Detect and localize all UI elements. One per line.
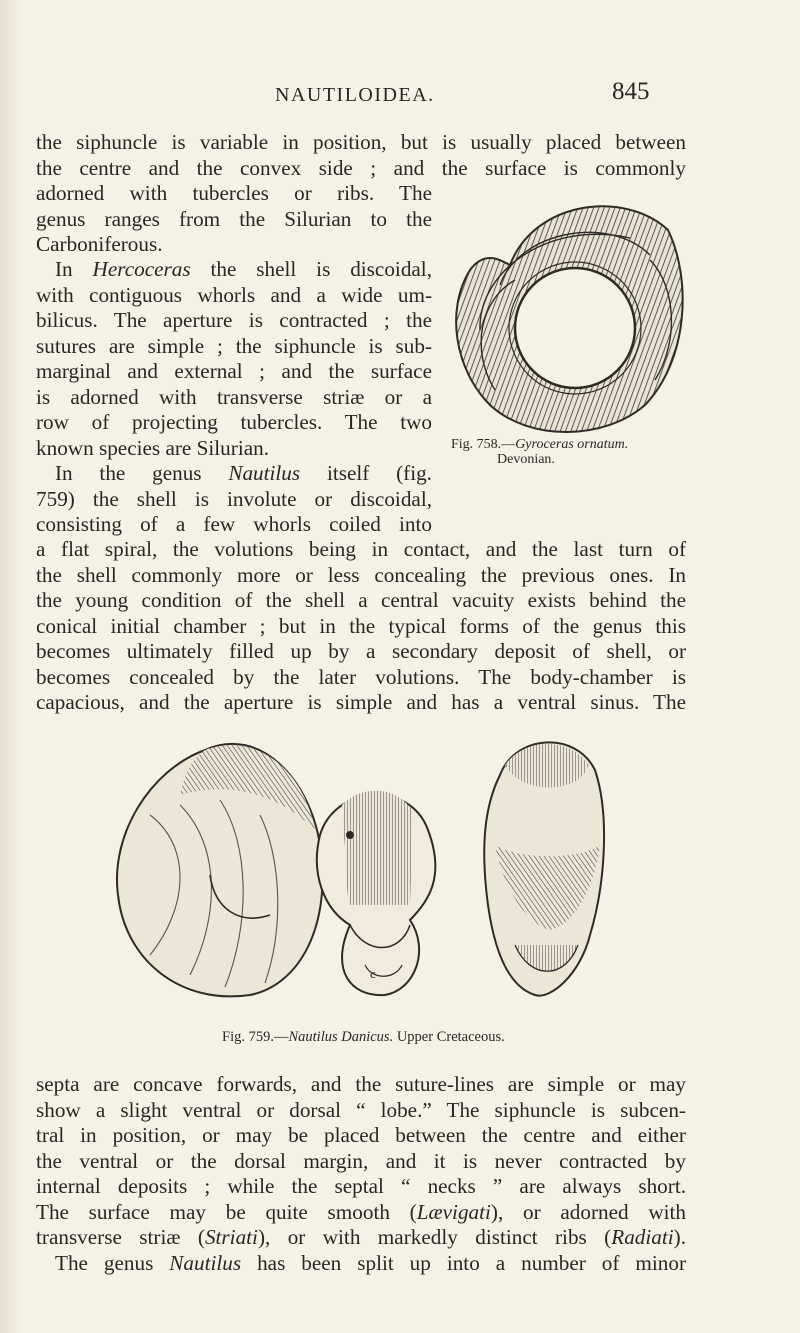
nautilus-side-view xyxy=(117,744,323,997)
text-line: 759) the shell is involute or discoidal, xyxy=(36,486,432,511)
text-line: tral in position, or may be placed between the centre and either xyxy=(36,1123,686,1147)
text-line: The genus Nautilus has been split up into a number of minor xyxy=(55,1250,686,1275)
figure-759-label-c: c xyxy=(370,966,376,981)
text-line: becomes ultimately filled up by a secondary deposit of shell, or xyxy=(36,639,686,663)
text-line: In Hercoceras the shell is discoidal, xyxy=(55,257,432,281)
text-line: the centre and the convex side ; and the surface is commonly xyxy=(36,155,686,180)
text-line: sutures are simple ; the siphuncle is sub- xyxy=(36,333,432,358)
text-line: capacious, and the aperture is simple and has a ventral sinus. The xyxy=(36,690,686,714)
figure-759-nautilus-illustration xyxy=(110,725,670,1015)
text-line: bilicus. The aperture is contracted ; the xyxy=(36,308,432,332)
nautilus-aperture-view xyxy=(317,791,436,996)
paragraph-septa xyxy=(36,1072,686,1276)
text-line: row of projecting tubercles. The two xyxy=(36,410,432,434)
text-line: conical initial chamber ; but in the typical forms of the genus this xyxy=(36,613,686,638)
text-line: genus ranges from the Silurian to the xyxy=(36,206,432,231)
paragraph-hercoceras xyxy=(36,257,432,461)
genus-name: Nautilus xyxy=(228,461,301,485)
text-line: the siphuncle is variable in position, but is usually placed between xyxy=(36,130,686,154)
text-line: marginal and external ; and the surface xyxy=(36,359,432,383)
text-line: In the genus Nautilus itself (fig. xyxy=(55,461,432,485)
figure-758-age: Devonian. xyxy=(497,452,555,467)
running-head: NAUTILOIDEA. xyxy=(275,84,435,106)
genus-name: Hercoceras xyxy=(92,257,191,281)
figure-758-gyroceras-illustration xyxy=(440,190,686,445)
paragraph-nautilus xyxy=(36,461,432,538)
text-line: known species are Silurian. xyxy=(36,435,270,460)
text-line: show a slight ventral or dorsal “ lobe.” The siphuncle is subcen- xyxy=(36,1097,686,1122)
text-line: adorned with tubercles or ribs. The xyxy=(36,181,432,205)
figure-759-caption: Fig. 759.—Nautilus Danicus. Upper Cretaceous. xyxy=(222,1029,505,1045)
text-line: is adorned with transverse striæ or a xyxy=(36,384,432,409)
text-line: The surface may be quite smooth (Lævigati), or adorned with xyxy=(36,1199,686,1224)
text-line: a flat spiral, the volutions being in contact, and the last turn of xyxy=(36,537,686,561)
paragraph-siphuncle xyxy=(36,130,686,181)
text-line: transverse striæ (Striati), or with markedly distinct ribs (Radiati). xyxy=(36,1225,686,1249)
text-line: becomes concealed by the later volutions. The body-chamber is xyxy=(36,664,686,689)
text-line: Carboniferous. xyxy=(36,232,163,256)
text-line: consisting of a few whorls coiled into xyxy=(36,512,432,536)
text-line: the young condition of the shell a central vacuity exists behind the xyxy=(36,588,686,612)
nautilus-ventral-view xyxy=(484,742,604,995)
text-line: the shell commonly more or less concealing the previous ones. In xyxy=(36,562,686,587)
paragraph-siphuncle-cont xyxy=(36,181,432,258)
page-edge-shade xyxy=(0,0,22,1333)
figure-758-caption: Fig. 758.—Gyroceras ornatum. xyxy=(451,437,629,452)
paragraph-nautilus-cont xyxy=(36,537,686,716)
text-line: with contiguous whorls and a wide um- xyxy=(36,282,432,307)
text-line: the ventral or the dorsal margin, and it is never contracted by xyxy=(36,1148,686,1173)
text-line: septa are concave forwards, and the suture-lines are simple or may xyxy=(36,1072,686,1096)
text-line: internal deposits ; while the septal “ necks ” are always short. xyxy=(36,1174,686,1198)
page-number: 845 xyxy=(612,78,650,105)
